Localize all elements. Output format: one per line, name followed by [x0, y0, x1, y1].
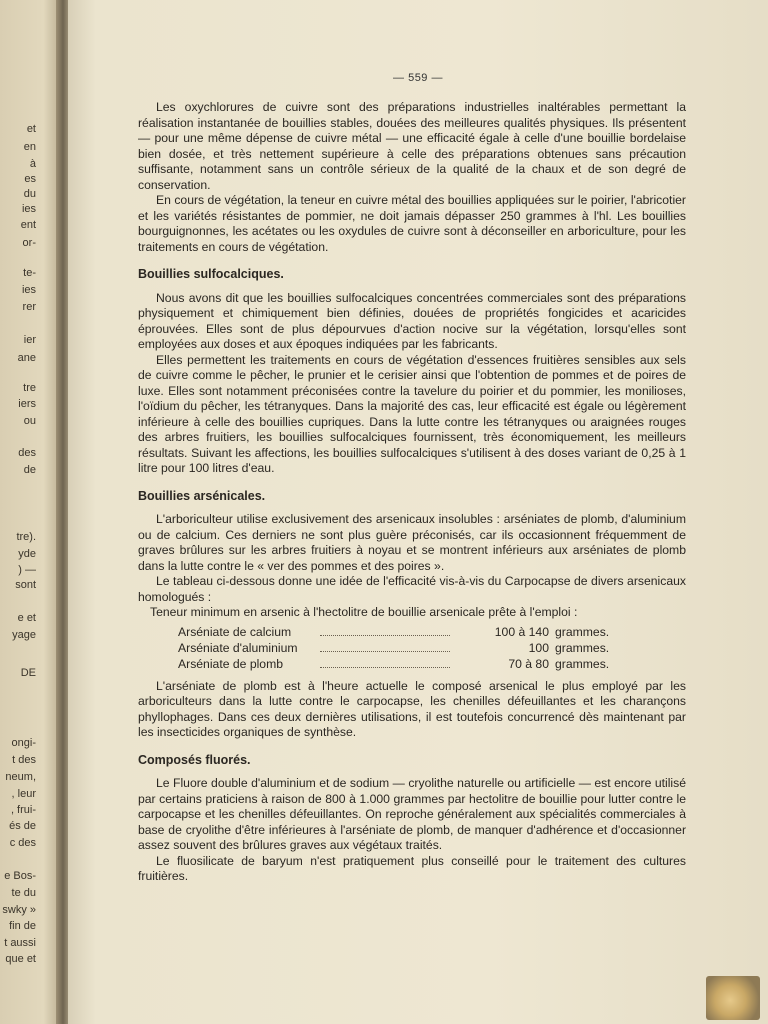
left-page-fragment: te-: [23, 267, 36, 279]
left-page-fragment: que et: [5, 953, 36, 965]
paragraph: Nous avons dit que les bouillies sulfocalciques concentrées commerciales sont des préparations physiquement et chimiquement bien définies, douées de propriétés fongicides et acaricides éprouvées. Elles sont de plus dépourvues d'action nocive sur la végétation, lorsqu'elles sont employées aux doses et aux époques indiquées par les fabricants.: [138, 290, 686, 351]
table-cell-unit: grammes.: [555, 656, 610, 671]
table-cell-name: Arséniate de plomb: [178, 656, 284, 671]
left-page-fragment: ) —: [18, 564, 36, 576]
paragraph: Elles permettent les traitements en cours de végétation d'essences fruitières sensibles aux sels de cuivre comme le pêcher, le prunier et le cerisier ainsi que l'obtention de pommes et de poires de luxe. Elles sont notamment préconisées contre la tavelure du poirier et du pommier, les monilioses, l'oïdium du pêcher, les tétranyques. Dans la majorité des cas, leur efficacité est égale ou légèrement inférieure à celle des bouillies cupriques. Dans la lutte contre les tétranyques ou araignées rouges des arbres fruitiers, les bouillies sulfocalciques fournissent, très économiquement, les meilleurs résultats. Suivant les affections, les bouillies sulfocalciques s'utilisent à des doses variant de 0,25 à 1 litre pour 100 litres d'eau.: [138, 352, 686, 475]
paragraph: Les oxychlorures de cuivre sont des préparations industrielles inaltérables permettant la réalisation instantanée de bouillies stables, douées des meilleures qualités physiques. Ils présentent — pour une même dépense de cuivre métal — une efficacité égale à celle d'une bouillie bordelaise bien dosée, et très nettement supérieure à celle des préparations obtenues sans précaution suffisante, notamment sans un contrôle sérieux de la qualité de la chaux et de son degré de conservation.: [138, 100, 686, 192]
paragraph: L'arboriculteur utilise exclusivement des arsenicaux insolubles : arséniates de plomb, d'aluminium ou de calcium. Ces derniers ne sont plus guère préconisés, car ils occasionnent fréquemment de graves brûlures sur les arbres fruitiers à noyau et se montrent inférieurs aux arséniates de plomb dans la lutte contre le « ver des pommes et des poires ».: [138, 512, 686, 573]
left-page-fragment: yde: [18, 548, 36, 560]
left-page-fragment: ent: [20, 219, 36, 231]
page-content: [138, 100, 686, 885]
left-page-fragment: de: [23, 464, 36, 476]
left-page-fragment: ou: [23, 415, 36, 427]
arsenic-table: [178, 625, 686, 673]
left-page-fragment: à: [29, 158, 36, 170]
left-page-fragment: des: [18, 447, 36, 459]
paragraph: Le fluosilicate de baryum n'est pratiquement plus conseillé pour le traitement des cultures fruitières.: [138, 853, 686, 883]
paragraph: En cours de végétation, la teneur en cuivre métal des bouillies appliquées sur le poirier, l'abricotier et les variétés résistantes de pommier, ne doit jamais dépasser 250 grammes à l'hl. Les bouillies bourguignonnes, les acétates ou les oxydules de cuivre sont à déconseiller en arboriculture, pour les traitements en cours de végétation.: [138, 193, 686, 254]
corner-thumbnail: [706, 976, 760, 1020]
left-page-fragment: et: [26, 123, 36, 135]
left-page-fragment: ies: [21, 203, 36, 215]
left-page-fragment: neum,: [5, 771, 36, 783]
table-row: [178, 625, 686, 641]
table-cell-unit: grammes.: [555, 640, 610, 655]
book-page: [68, 0, 768, 1024]
table-cell-unit: grammes.: [555, 624, 610, 639]
left-page-fragment: yage: [12, 629, 36, 641]
leader-dots: [320, 651, 450, 652]
section-heading: Composés fluorés.: [138, 752, 251, 767]
left-page-fragment: ier: [23, 334, 36, 346]
left-page-fragment: és de: [9, 820, 36, 832]
left-page-fragment: tre).: [16, 531, 36, 543]
table-cell-value: 100 à 140: [494, 624, 549, 639]
section-heading: Bouillies sulfocalciques.: [138, 267, 284, 281]
left-page-fragment: , leur: [11, 788, 36, 800]
table-cell-name: Arséniate d'aluminium: [178, 640, 298, 655]
left-page-fragment: tre: [23, 382, 36, 394]
left-page-edge: [0, 0, 62, 1024]
left-page-fragment: t aussi: [4, 937, 36, 949]
left-page-fragment: swky »: [2, 904, 36, 916]
left-page-fragment: DE: [20, 667, 36, 679]
left-page-fragment: e Bos-: [4, 870, 36, 882]
table-cell-value: 70 à 80: [508, 656, 549, 671]
left-page-fragment: e et: [17, 612, 36, 624]
left-page-fragment: iers: [18, 398, 36, 410]
left-page-fragment: ies: [21, 284, 36, 296]
table-intro: Teneur minimum en arsenic à l'hectolitre de bouillie arsenicale prête à l'emploi :: [150, 605, 578, 619]
left-page-fragment: ongi-: [11, 737, 36, 749]
left-page-fragment: c des: [9, 837, 36, 849]
table-cell-name: Arséniate de calcium: [178, 624, 292, 639]
table-cell-value: 100: [528, 640, 549, 655]
left-page-fragment: en: [23, 141, 36, 153]
left-page-fragment: sont: [15, 579, 36, 591]
leader-dots: [320, 635, 450, 636]
leader-dots: [320, 667, 450, 668]
table-row: [178, 641, 686, 657]
left-page-fragment: es: [24, 173, 36, 185]
left-page-fragment: t des: [12, 754, 36, 766]
left-page-fragment: du: [23, 188, 36, 200]
paragraph: Le Fluore double d'aluminium et de sodium — cryolithe naturelle ou artificielle — est encore utilisé par certains praticiens à raison de 800 à 1.000 grammes par hectolitre de bouillie pour lutter contre le carpocapse et les chenilles défeuillantes. On reproche généralement aux spécialités commerciales à base de cryolithe d'être inférieures à l'arséniate de plomb, de manquer d'adhérence et d'occasionner assez souvent des brûlures graves aux végétaux traités.: [138, 776, 686, 852]
left-page-fragment: te du: [11, 887, 36, 899]
table-row: [178, 657, 686, 673]
left-page-fragment: , frui-: [10, 804, 36, 816]
left-page-fragment: rer: [22, 301, 36, 313]
paragraph: L'arséniate de plomb est à l'heure actuelle le composé arsenical le plus employé par les arboriculteurs dans la lutte contre le carpocapse, les chenilles défeuillantes et les charançons phyllophages. Dans ces deux dernières utilisations, il est toutefois concurrencé dès maintenant par les insecticides organiques de synthèse.: [138, 678, 686, 739]
left-page-fragment: ane: [17, 352, 36, 364]
page-number: — 559 —: [393, 72, 443, 84]
paragraph: Le tableau ci-dessous donne une idée de l'efficacité vis-à-vis du Carpocapse de divers arsenicaux homologués :: [138, 574, 686, 604]
left-page-fragment: fin de: [9, 920, 36, 932]
section-heading: Bouillies arsénicales.: [138, 488, 266, 503]
left-page-fragment: or-: [22, 237, 36, 249]
